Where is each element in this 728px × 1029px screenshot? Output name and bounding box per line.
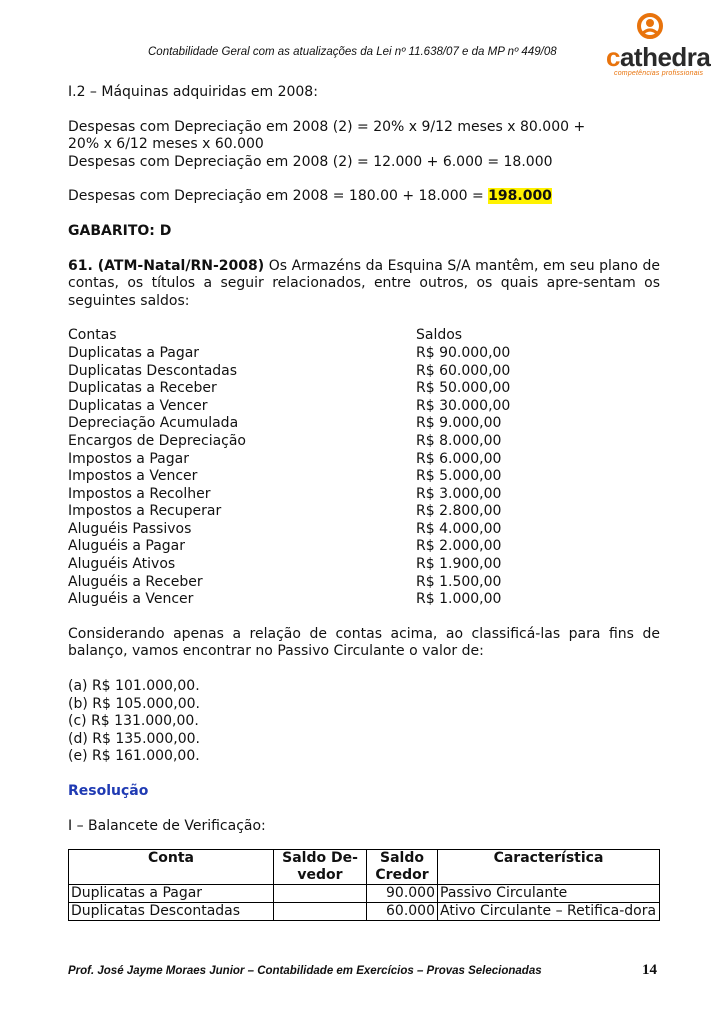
accounts-header-value: Saldos: [416, 327, 463, 344]
account-value: R$ 2.800,00: [416, 503, 502, 520]
answer-key: GABARITO: D: [68, 222, 172, 239]
accounts-list: [68, 345, 660, 609]
cell-devedor: [274, 885, 367, 903]
col-header-caracteristica: Característica: [438, 850, 660, 885]
account-name: Aluguéis a Receber: [68, 573, 203, 590]
cell-caracteristica: Ativo Circulante – Retifica-dora: [438, 903, 660, 921]
account-value: R$ 1.500,00: [416, 573, 502, 590]
account-value: R$ 1.900,00: [416, 556, 502, 573]
account-name: Aluguéis a Pagar: [68, 538, 185, 555]
running-header: Contabilidade Geral com as atualizações da Lei nº 11.638/07 e da MP nº 449/08: [148, 46, 557, 58]
document-body: [68, 84, 660, 921]
account-value: R$ 9.000,00: [416, 415, 502, 432]
answer-options: [68, 678, 660, 766]
section-title: I.2 – Máquinas adquiridas em 2008:: [68, 84, 318, 100]
cell-caracteristica: Passivo Circulante: [438, 885, 660, 903]
account-name: Impostos a Recuperar: [68, 503, 222, 520]
account-value: R$ 30.000,00: [416, 397, 511, 414]
option-b: (b) R$ 105.000,00.: [68, 695, 200, 712]
calc-total-prefix: Despesas com Depreciação em 2008 = 180.00 + 18.000 =: [68, 188, 489, 205]
page-footer: Prof. José Jayme Moraes Junior – Contabilidade em Exercícios – Provas Selecionadas: [68, 965, 542, 977]
cell-conta: Duplicatas a Pagar: [69, 885, 274, 903]
option-c: (c) R$ 131.000,00.: [68, 713, 199, 730]
account-name: Duplicatas a Receber: [68, 380, 217, 397]
account-name: Impostos a Recolher: [68, 485, 211, 502]
account-name: Duplicatas a Vencer: [68, 397, 208, 414]
cell-devedor: [274, 903, 367, 921]
col-header-conta: Conta: [69, 850, 274, 885]
cell-credor: 60.000: [367, 903, 438, 921]
account-row: [68, 363, 660, 381]
account-value: R$ 60.000,00: [416, 362, 511, 379]
account-row: [68, 521, 660, 539]
question-statement: [68, 258, 660, 311]
account-value: R$ 2.000,00: [416, 538, 502, 555]
calc-total-result: 198.000: [488, 188, 552, 205]
question-label: 61. (ATM-Natal/RN-2008): [68, 257, 265, 274]
calc-line-1: Despesas com Depreciação em 2008 (2) = 20% x 9/12 meses x 80.000 +: [68, 118, 586, 135]
account-value: R$ 6.000,00: [416, 450, 502, 467]
accounts-header: [68, 327, 660, 345]
account-name: Duplicatas Descontadas: [68, 362, 238, 379]
logo-tagline: competências profissionais: [614, 70, 704, 77]
account-row: [68, 574, 660, 592]
account-value: R$ 90.000,00: [416, 344, 511, 361]
account-name: Encargos de Depreciação: [68, 432, 247, 449]
account-name: Impostos a Vencer: [68, 468, 198, 485]
account-value: R$ 50.000,00: [416, 380, 511, 397]
cell-conta: Duplicatas Descontadas: [69, 903, 274, 921]
account-name: Aluguéis Passivos: [68, 520, 192, 537]
page-number: 14: [642, 962, 657, 978]
table-row: [69, 885, 660, 903]
question-prompt: Considerando apenas a relação de contas acima, ao classificá-las para fins de balanço, vamos encontrar no Passivo Circulante o valor de:: [68, 625, 660, 660]
logo-letter-c: c: [606, 42, 620, 72]
account-name: Duplicatas a Pagar: [68, 344, 200, 361]
cathedra-logo: [606, 12, 710, 78]
account-row: [68, 451, 660, 469]
account-row: [68, 556, 660, 574]
account-row: [68, 380, 660, 398]
cell-credor: 90.000: [367, 885, 438, 903]
account-row: [68, 433, 660, 451]
account-row: [68, 538, 660, 556]
calc-line-2: 20% x 6/12 meses x 60.000: [68, 136, 264, 153]
question-text: Os Armazéns da Esquina S/A mantêm, em seu plano de contas, os títulos a seguir relacionados, entre outros, os quais apre-sentam os seguintes saldos:: [68, 257, 661, 309]
account-value: R$ 5.000,00: [416, 468, 502, 485]
option-e: (e) R$ 161.000,00.: [68, 748, 200, 765]
logo-person-icon: [606, 12, 710, 46]
account-name: Aluguéis Ativos: [68, 556, 176, 573]
account-row: [68, 503, 660, 521]
account-name: Depreciação Acumulada: [68, 415, 239, 432]
col-header-credor: Saldo Credor: [367, 850, 438, 885]
balancete-table: [68, 849, 660, 921]
account-row: [68, 398, 660, 416]
account-row: [68, 345, 660, 363]
balancete-title: I – Balancete de Verificação:: [68, 817, 266, 834]
account-row: [68, 468, 660, 486]
table-header-row: [69, 850, 660, 885]
option-d: (d) R$ 135.000,00.: [68, 730, 200, 747]
account-row: [68, 591, 660, 609]
table-row: [69, 903, 660, 921]
resolution-title: Resolução: [68, 783, 149, 799]
col-header-devedor: Saldo De-vedor: [274, 850, 367, 885]
calc-line-3: Despesas com Depreciação em 2008 (2) = 12.000 + 6.000 = 18.000: [68, 153, 553, 170]
account-name: Impostos a Pagar: [68, 450, 189, 467]
account-row: [68, 486, 660, 504]
account-name: Aluguéis a Vencer: [68, 591, 194, 608]
account-row: [68, 415, 660, 433]
account-value: R$ 1.000,00: [416, 591, 502, 608]
account-value: R$ 4.000,00: [416, 520, 502, 537]
logo-word-rest: athedra: [619, 42, 711, 72]
accounts-header-name: Contas: [68, 327, 117, 344]
option-a: (a) R$ 101.000,00.: [68, 678, 200, 695]
calc-total: [68, 188, 660, 206]
account-value: R$ 3.000,00: [416, 485, 502, 502]
account-value: R$ 8.000,00: [416, 432, 502, 449]
